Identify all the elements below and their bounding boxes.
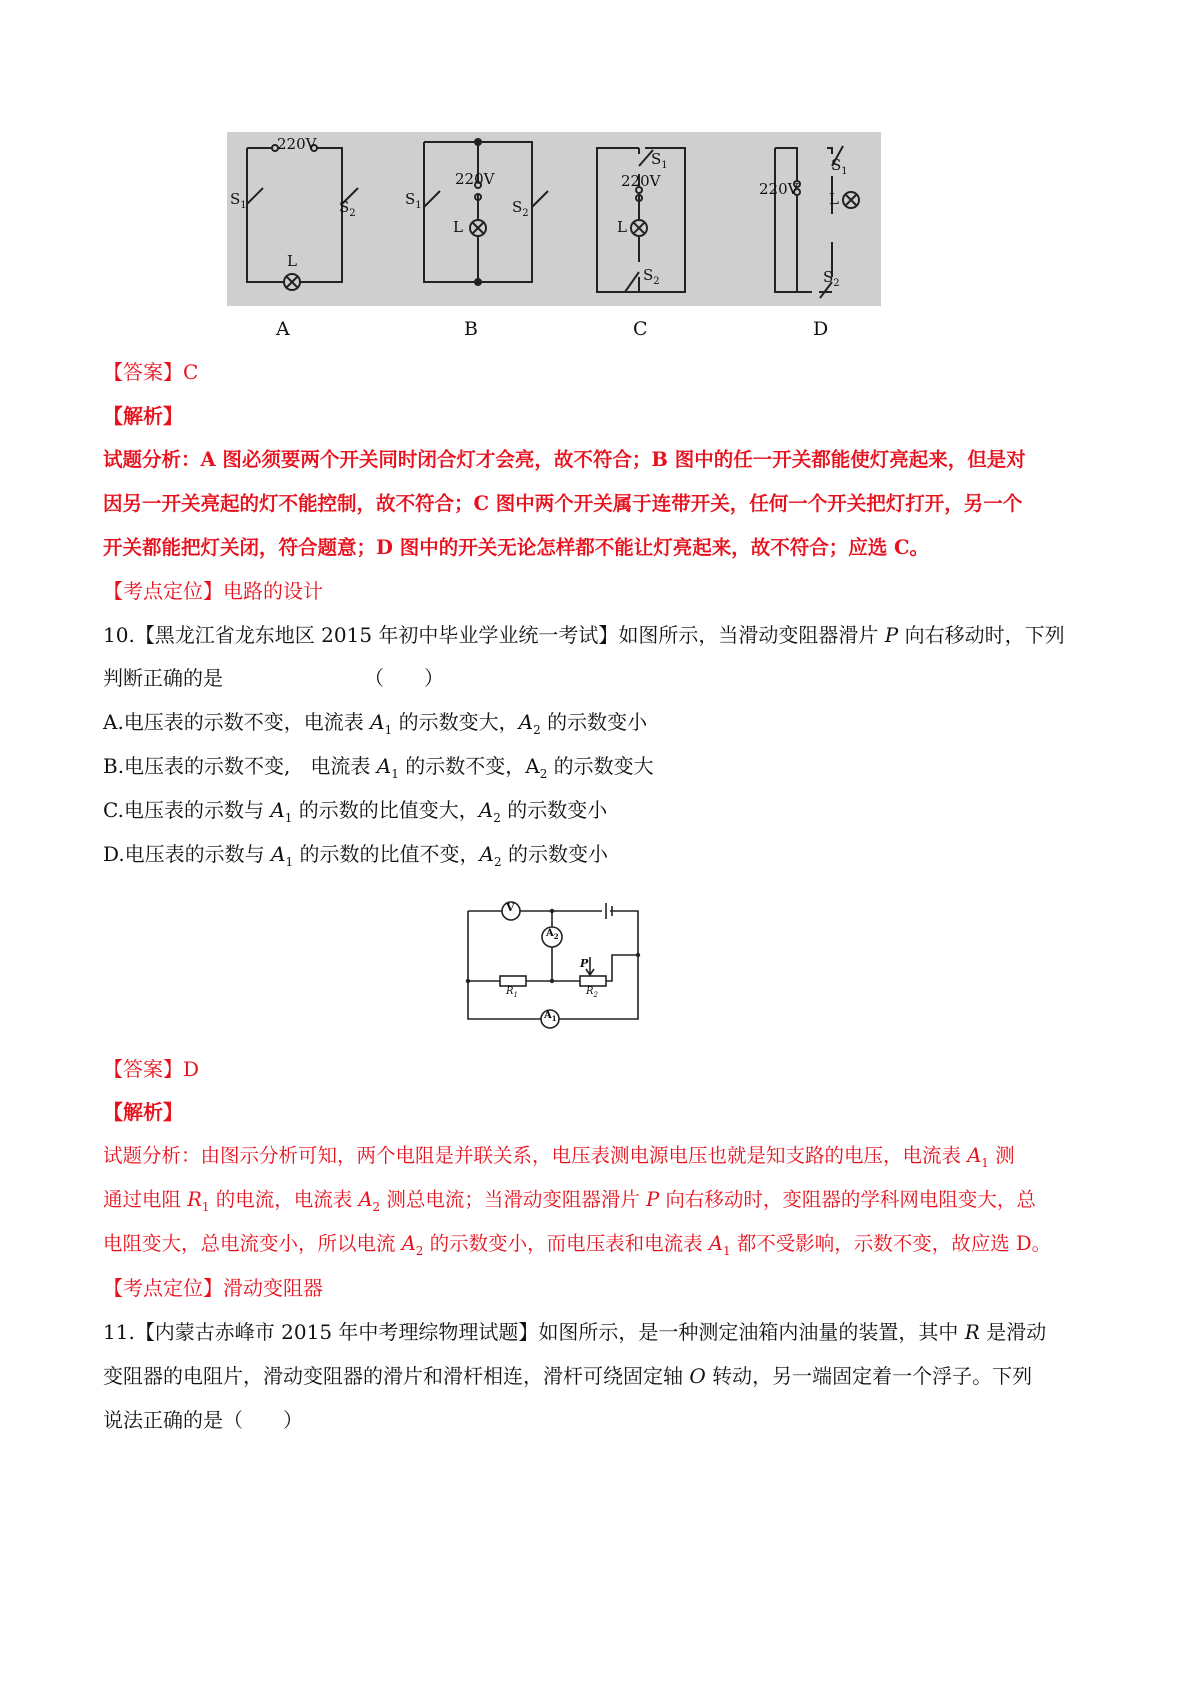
option-label-b: B xyxy=(464,318,478,340)
stem-text: 如图所示，当滑动变阻器滑片 xyxy=(618,623,885,647)
ammeter-a1-label: $A_1$ xyxy=(544,1010,557,1023)
q10-analysis-line-1: 试题分析：由图示分析可知，两个电阻是并联关系，电压表测电源电压也就是知支路的电压，电流表 $A_1$ 测 xyxy=(103,1144,1015,1170)
q9-knowledge-point xyxy=(103,577,323,605)
q10-knowledge-point xyxy=(103,1274,323,1302)
q10-analysis-line-2: 通过电阻 $R_1$ 的电流，电流表 $A_2$ 测总电流；当滑动变阻器滑片 P 向右移动时，变阻器的学科网电阻变大，总 xyxy=(103,1188,1036,1214)
q9-analysis-line-1: 试题分析：A 图必须要两个开关同时闭合灯才会亮，故不符合；B 图中的任一开关都能使灯亮起来，但是对 xyxy=(103,448,1026,471)
question-source: 【内蒙古赤峰市 2015 年中考理综物理试题】 xyxy=(134,1320,539,1344)
voltmeter-label: V xyxy=(506,901,515,914)
ammeter-a2-label: $A_2$ xyxy=(546,928,559,941)
point-tag: 【考点定位】 xyxy=(103,1276,223,1300)
panel-a-s2: $S_2$ xyxy=(339,198,356,219)
answer-tag: 【答案】 xyxy=(103,1057,183,1081)
q9-analysis-tag: 【解析】 xyxy=(103,404,183,428)
q10-option-a: A.电压表的示数不变，电流表 $A_1$ 的示数变大，$A_2$ 的示数变小 xyxy=(103,710,648,737)
answer-tag: 【答案】 xyxy=(103,360,183,384)
q9-answer xyxy=(103,358,198,386)
panel-d-lamp: L xyxy=(829,190,839,208)
option-label-a: A xyxy=(276,318,290,340)
q11-stem-line-3: 说法正确的是（ ） xyxy=(103,1408,303,1432)
panel-d-voltage: 220V xyxy=(759,180,799,198)
panel-b-s1: $S_1$ xyxy=(405,190,422,211)
panel-a-voltage: 220V xyxy=(277,135,317,153)
resistor-r2-label: $R_2$ xyxy=(586,986,598,999)
panel-b-s2: $S_2$ xyxy=(512,198,529,219)
slider-p-label: P xyxy=(580,957,589,970)
stem-text: 向右移动时，下列 xyxy=(898,623,1065,647)
resistor-r1-label: $R_1$ xyxy=(506,986,518,999)
q10-circuit-figure xyxy=(462,895,652,1033)
question-number: 11. xyxy=(103,1320,135,1344)
q10-answer xyxy=(103,1055,199,1083)
q10-circuit-svg xyxy=(462,895,652,1033)
q10-stem-line-2 xyxy=(103,664,223,692)
panel-d-s2: $S_2$ xyxy=(823,268,840,289)
slider-symbol: P xyxy=(884,623,899,647)
point-value: 电路的设计 xyxy=(223,579,323,603)
stem-text: 判断正确的是 xyxy=(103,666,223,690)
q10-analysis-tag: 【解析】 xyxy=(103,1100,183,1124)
q11-stem-line-1: 11.【内蒙古赤峰市 2015 年中考理综物理试题】如图所示，是一种测定油箱内油量的装置，其中 R 是滑动 xyxy=(103,1320,1047,1344)
point-tag: 【考点定位】 xyxy=(103,579,223,603)
option-label-d: D xyxy=(813,318,829,340)
panel-a-lamp: L xyxy=(287,252,297,270)
point-value: 滑动变阻器 xyxy=(223,1276,323,1300)
panel-c-lamp: L xyxy=(617,218,627,236)
q10-option-c: C.电压表的示数与 $A_1$ 的示数的比值变大，$A_2$ 的示数变小 xyxy=(103,798,608,825)
q10-answer-blank: （ ） xyxy=(364,666,444,690)
circuit-options-figure xyxy=(227,132,881,306)
option-label-c: C xyxy=(633,318,648,340)
q10-stem-line-1 xyxy=(103,621,1065,649)
panel-a-s1: $S_1$ xyxy=(230,190,247,211)
q9-analysis-line-2: 因另一开关亮起的灯不能控制，故不符合；C 图中两个开关属于连带开关，任何一个开关把灯打开，另一个 xyxy=(103,492,1023,515)
q11-stem-line-2: 变阻器的电阻片，滑动变阻器的滑片和滑杆相连，滑杆可绕固定轴 O 转动，另一端固定着一个浮子。下列 xyxy=(103,1364,1033,1388)
panel-b-voltage: 220V xyxy=(455,170,495,188)
panel-c-s2: $S_2$ xyxy=(643,266,660,287)
answer-value: D xyxy=(183,1057,200,1081)
panel-c-voltage: 220V xyxy=(621,172,661,190)
question-number: 10. xyxy=(103,623,135,647)
answer-value: C xyxy=(183,360,199,384)
panel-c-s1: $S_1$ xyxy=(651,150,668,171)
q10-analysis-line-3: 电阻变大，总电流变小，所以电流 $A_2$ 的示数变小，而电压表和电流表 $A_1$ 都不受影响，示数不变，故应选 D。 xyxy=(103,1232,1052,1258)
q10-option-b: B.电压表的示数不变, 电流表 $A_1$ 的示数不变，$A_2$ 的示数变大 xyxy=(103,754,654,781)
q10-option-d: D.电压表的示数与 $A_1$ 的示数的比值不变，$A_2$ 的示数变小 xyxy=(103,842,608,869)
panel-d-s1: $S_1$ xyxy=(831,156,848,177)
circuit-options-svg xyxy=(227,132,881,306)
panel-b-lamp: L xyxy=(453,218,463,236)
q9-analysis-line-3: 开关都能把灯关闭，符合题意；D 图中的开关无论怎样都不能让灯亮起来，故不符合；应选 C。 xyxy=(103,536,930,559)
question-source: 【黑龙江省龙东地区 2015 年初中毕业学业统一考试】 xyxy=(134,623,619,647)
